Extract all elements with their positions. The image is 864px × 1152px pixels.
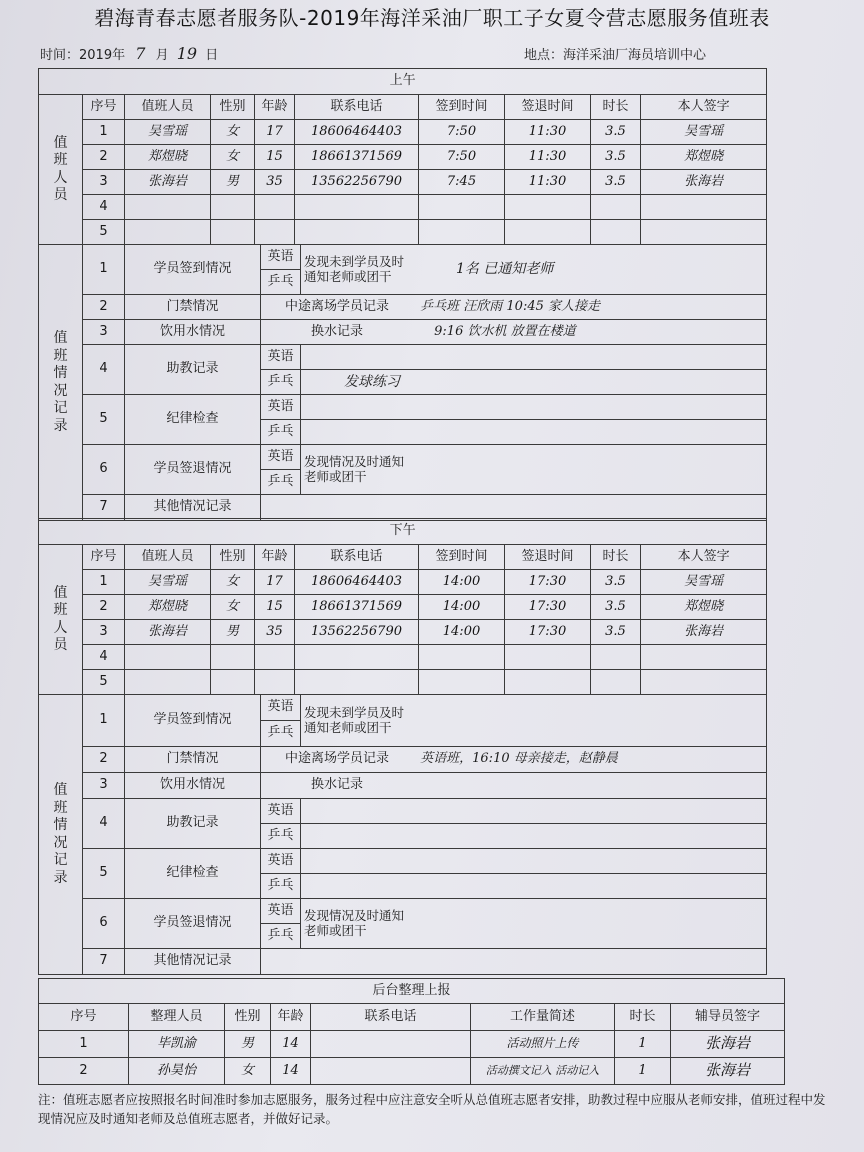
backstage-table (38, 978, 785, 1085)
row-duration: 3.5 (591, 595, 641, 620)
header-gender: 性别 (225, 1004, 271, 1031)
row-signature: 张海岩 (641, 170, 767, 195)
header-gender: 性别 (211, 95, 255, 120)
label-english: 英语 (261, 245, 301, 270)
header-age: 年龄 (255, 545, 295, 570)
header-signature: 辅导员签字 (671, 1004, 785, 1031)
row-signature: 张海岩 (671, 1031, 785, 1058)
row-checkout: 17:30 (505, 620, 591, 645)
row-seq: 2 (39, 1058, 129, 1085)
table-row (39, 145, 767, 170)
gate-record: 乒乓班 汪欣雨 10:45 家人接走 (420, 298, 601, 314)
record-seq: 2 (83, 747, 125, 773)
table-row (39, 220, 767, 245)
label-english: 英语 (261, 345, 301, 370)
date-month: 7 (135, 44, 146, 63)
record-seq: 4 (83, 345, 125, 395)
header-person: 值班人员 (125, 545, 211, 570)
row-gender: 女 (211, 145, 255, 170)
row-name: 张海岩 (125, 620, 211, 645)
row-seq: 5 (83, 670, 125, 695)
table-row (39, 670, 767, 695)
row-duration: 3.5 (591, 570, 641, 595)
afternoon-section-title: 下午 (39, 519, 767, 545)
record-seq: 3 (83, 320, 125, 345)
label-english: 英语 (261, 395, 301, 420)
gate-cell (261, 295, 767, 320)
row-checkin: 7:50 (419, 145, 505, 170)
date-line (40, 44, 218, 63)
table-row (39, 195, 767, 220)
row-seq: 3 (83, 620, 125, 645)
row-checkout: 11:30 (505, 145, 591, 170)
row-name: 张海岩 (125, 170, 211, 195)
table-row (39, 645, 767, 670)
record-assist: 助教记录 (125, 345, 261, 395)
water-note: 换水记录 (310, 777, 363, 793)
checkout-note: 发现情况及时通知老师或团干 (304, 454, 405, 484)
row-checkin: 7:50 (419, 120, 505, 145)
row-phone: 18661371569 (295, 595, 419, 620)
header-gender: 性别 (211, 545, 255, 570)
row-seq: 2 (83, 595, 125, 620)
afternoon-table (38, 518, 767, 695)
leave-note: 中途离场学员记录 (284, 298, 389, 314)
sheet-title: 碧海青春志愿者服务队-2019年海洋采油厂职工子女夏令营志愿服务值班表 (94, 6, 770, 30)
header-duration: 时长 (591, 95, 641, 120)
record-water: 饮用水情况 (125, 320, 261, 345)
record-seq: 1 (83, 245, 125, 295)
row-signature: 张海岩 (671, 1058, 785, 1085)
record-seq: 1 (83, 695, 125, 747)
assist-record: 发球练习 (344, 373, 400, 390)
record-seq: 4 (83, 799, 125, 849)
label-english: 英语 (261, 445, 301, 470)
header-duration: 时长 (615, 1004, 671, 1031)
row-phone: 18606464403 (295, 120, 419, 145)
row-gender: 女 (211, 595, 255, 620)
record-seq: 5 (83, 849, 125, 899)
row-name: 吴雪瑶 (125, 570, 211, 595)
header-signature: 本人签字 (641, 95, 767, 120)
row-checkout: 11:30 (505, 120, 591, 145)
checkout-note: 发现情况及时通知老师或团干 (304, 908, 405, 938)
row-name: 吴雪瑶 (125, 120, 211, 145)
row-seq: 1 (83, 120, 125, 145)
afternoon-record-table (38, 694, 767, 975)
record-discipline: 纪律检查 (125, 849, 261, 899)
table-row (39, 620, 767, 645)
label-english: 英语 (261, 849, 301, 874)
record-discipline: 纪律检查 (125, 395, 261, 445)
row-seq: 1 (83, 570, 125, 595)
row-name: 郑煜晓 (125, 595, 211, 620)
row-seq: 2 (83, 145, 125, 170)
header-checkout: 签退时间 (505, 95, 591, 120)
place-label: 地点：海洋采油厂海员培训中心 (524, 48, 707, 63)
row-seq: 4 (83, 195, 125, 220)
header-seq: 序号 (83, 95, 125, 120)
row-seq: 1 (39, 1031, 129, 1058)
record-water: 饮用水情况 (125, 773, 261, 799)
row-duration: 3.5 (591, 170, 641, 195)
record-student-checkout: 学员签退情况 (125, 899, 261, 949)
row-gender: 男 (225, 1031, 271, 1058)
water-cell (261, 320, 767, 345)
record-student-checkin: 学员签到情况 (125, 245, 261, 295)
morning-section-title: 上午 (39, 69, 767, 95)
table-row (39, 570, 767, 595)
duty-record-label: 值班情况记录 (39, 245, 83, 521)
record-seq: 6 (83, 899, 125, 949)
row-seq: 3 (83, 170, 125, 195)
row-checkout: 17:30 (505, 570, 591, 595)
header-age: 年龄 (255, 95, 295, 120)
label-english: 英语 (261, 799, 301, 824)
row-checkin: 14:00 (419, 595, 505, 620)
header-checkout: 签退时间 (505, 545, 591, 570)
row-age: 35 (255, 620, 295, 645)
row-checkout: 17:30 (505, 595, 591, 620)
month-unit: 月 (155, 48, 169, 63)
row-age: 14 (271, 1058, 311, 1085)
header-checkin: 签到时间 (419, 95, 505, 120)
row-signature: 张海岩 (641, 620, 767, 645)
row-name: 郑煜晓 (125, 145, 211, 170)
record-other: 其他情况记录 (125, 949, 261, 975)
label-english: 英语 (261, 899, 301, 924)
row-seq: 5 (83, 220, 125, 245)
row-signature: 郑煜晓 (641, 595, 767, 620)
row-checkout: 11:30 (505, 170, 591, 195)
record-seq: 5 (83, 395, 125, 445)
water-record: 9:16 饮水机 放置在楼道 (434, 323, 576, 339)
row-gender: 女 (211, 570, 255, 595)
row-name: 毕凯渝 (129, 1031, 225, 1058)
morning-table (38, 68, 767, 245)
row-gender: 女 (225, 1058, 271, 1085)
row-gender: 女 (211, 120, 255, 145)
day-unit: 日 (205, 48, 219, 63)
row-gender: 男 (211, 170, 255, 195)
label-pingpong: 乒乓 (261, 470, 301, 495)
header-seq: 序号 (39, 1004, 129, 1031)
row-work: 活动照片上传 (471, 1031, 615, 1058)
header-person: 整理人员 (129, 1004, 225, 1031)
date-label: 时间：2019年 (40, 48, 126, 63)
table-row (39, 170, 767, 195)
gate-cell (261, 747, 767, 773)
record-seq: 2 (83, 295, 125, 320)
row-phone (311, 1058, 471, 1085)
row-duration: 3.5 (591, 145, 641, 170)
row-phone: 13562256790 (295, 170, 419, 195)
checkout-cell (301, 445, 767, 495)
row-age: 15 (255, 595, 295, 620)
label-pingpong: 乒乓 (261, 924, 301, 949)
backstage-section-title: 后台整理上报 (39, 979, 785, 1004)
record-seq: 7 (83, 949, 125, 975)
record-student-checkout: 学员签退情况 (125, 445, 261, 495)
row-duration: 3.5 (591, 620, 641, 645)
header-person: 值班人员 (125, 95, 211, 120)
row-checkin: 14:00 (419, 570, 505, 595)
record-other: 其他情况记录 (125, 495, 261, 521)
label-english: 英语 (261, 695, 301, 721)
record-gate: 门禁情况 (125, 295, 261, 320)
row-phone: 13562256790 (295, 620, 419, 645)
row-duration: 3.5 (591, 120, 641, 145)
row-seq: 4 (83, 645, 125, 670)
header-seq: 序号 (83, 545, 125, 570)
water-note: 换水记录 (310, 323, 363, 339)
header-work: 工作量简述 (471, 1004, 615, 1031)
table-row (39, 1031, 785, 1058)
row-name: 孙昊怡 (129, 1058, 225, 1085)
row-duration: 1 (615, 1031, 671, 1058)
header-duration: 时长 (591, 545, 641, 570)
label-pingpong: 乒乓 (261, 874, 301, 899)
table-row (39, 120, 767, 145)
gate-record: 英语班，16:10 母亲接走，赵静晨 (420, 751, 618, 767)
record-checkin-cell (301, 245, 767, 295)
footnote: 注：值班志愿者应按照报名时间准时参加志愿服务，服务过程中应注意安全听从总值班志愿者安排，助教过程中应服从老师安排，值班过程中发现情况应及时通知老师及总值班志愿者，并做好记录。 (38, 1092, 826, 1127)
row-duration: 1 (615, 1058, 671, 1085)
leave-note: 中途离场学员记录 (284, 751, 389, 767)
missing-note: 发现未到学员及时通知老师或团干 (304, 705, 405, 735)
row-phone: 18606464403 (295, 570, 419, 595)
duty-people-label: 值班人员 (39, 95, 83, 245)
record-seq: 3 (83, 773, 125, 799)
row-signature: 吴雪瑶 (641, 120, 767, 145)
row-phone: 18661371569 (295, 145, 419, 170)
row-checkin: 14:00 (419, 620, 505, 645)
table-row (39, 1058, 785, 1085)
water-cell (261, 773, 767, 799)
row-phone (311, 1031, 471, 1058)
row-age: 17 (255, 570, 295, 595)
header-phone: 联系电话 (295, 95, 419, 120)
label-pingpong: 乒乓 (261, 721, 301, 747)
table-row (39, 595, 767, 620)
label-pingpong: 乒乓 (261, 270, 301, 295)
row-checkin: 7:45 (419, 170, 505, 195)
duty-record-label: 值班情况记录 (39, 695, 83, 975)
record-assist: 助教记录 (125, 799, 261, 849)
row-age: 35 (255, 170, 295, 195)
record-seq: 6 (83, 445, 125, 495)
record-checkin-cell (301, 695, 767, 747)
record-student-checkin: 学员签到情况 (125, 695, 261, 747)
label-pingpong: 乒乓 (261, 824, 301, 849)
date-day: 19 (176, 44, 198, 63)
header-age: 年龄 (271, 1004, 311, 1031)
header-phone: 联系电话 (295, 545, 419, 570)
header-phone: 联系电话 (311, 1004, 471, 1031)
row-signature: 郑煜晓 (641, 145, 767, 170)
checkin-record: 1名 已通知老师 (456, 261, 554, 278)
label-pingpong: 乒乓 (261, 370, 301, 395)
label-pingpong: 乒乓 (261, 420, 301, 445)
row-age: 15 (255, 145, 295, 170)
missing-note: 发现未到学员及时通知老师或团干 (304, 254, 405, 284)
row-age: 14 (271, 1031, 311, 1058)
row-gender: 男 (211, 620, 255, 645)
header-signature: 本人签字 (641, 545, 767, 570)
row-age: 17 (255, 120, 295, 145)
record-seq: 7 (83, 495, 125, 521)
header-checkin: 签到时间 (419, 545, 505, 570)
row-signature: 吴雪瑶 (641, 570, 767, 595)
duty-people-label: 值班人员 (39, 545, 83, 695)
morning-record-table (38, 244, 767, 521)
record-gate: 门禁情况 (125, 747, 261, 773)
row-work: 活动撰文记入 活动记入 (471, 1058, 615, 1085)
checkout-cell (301, 899, 767, 949)
